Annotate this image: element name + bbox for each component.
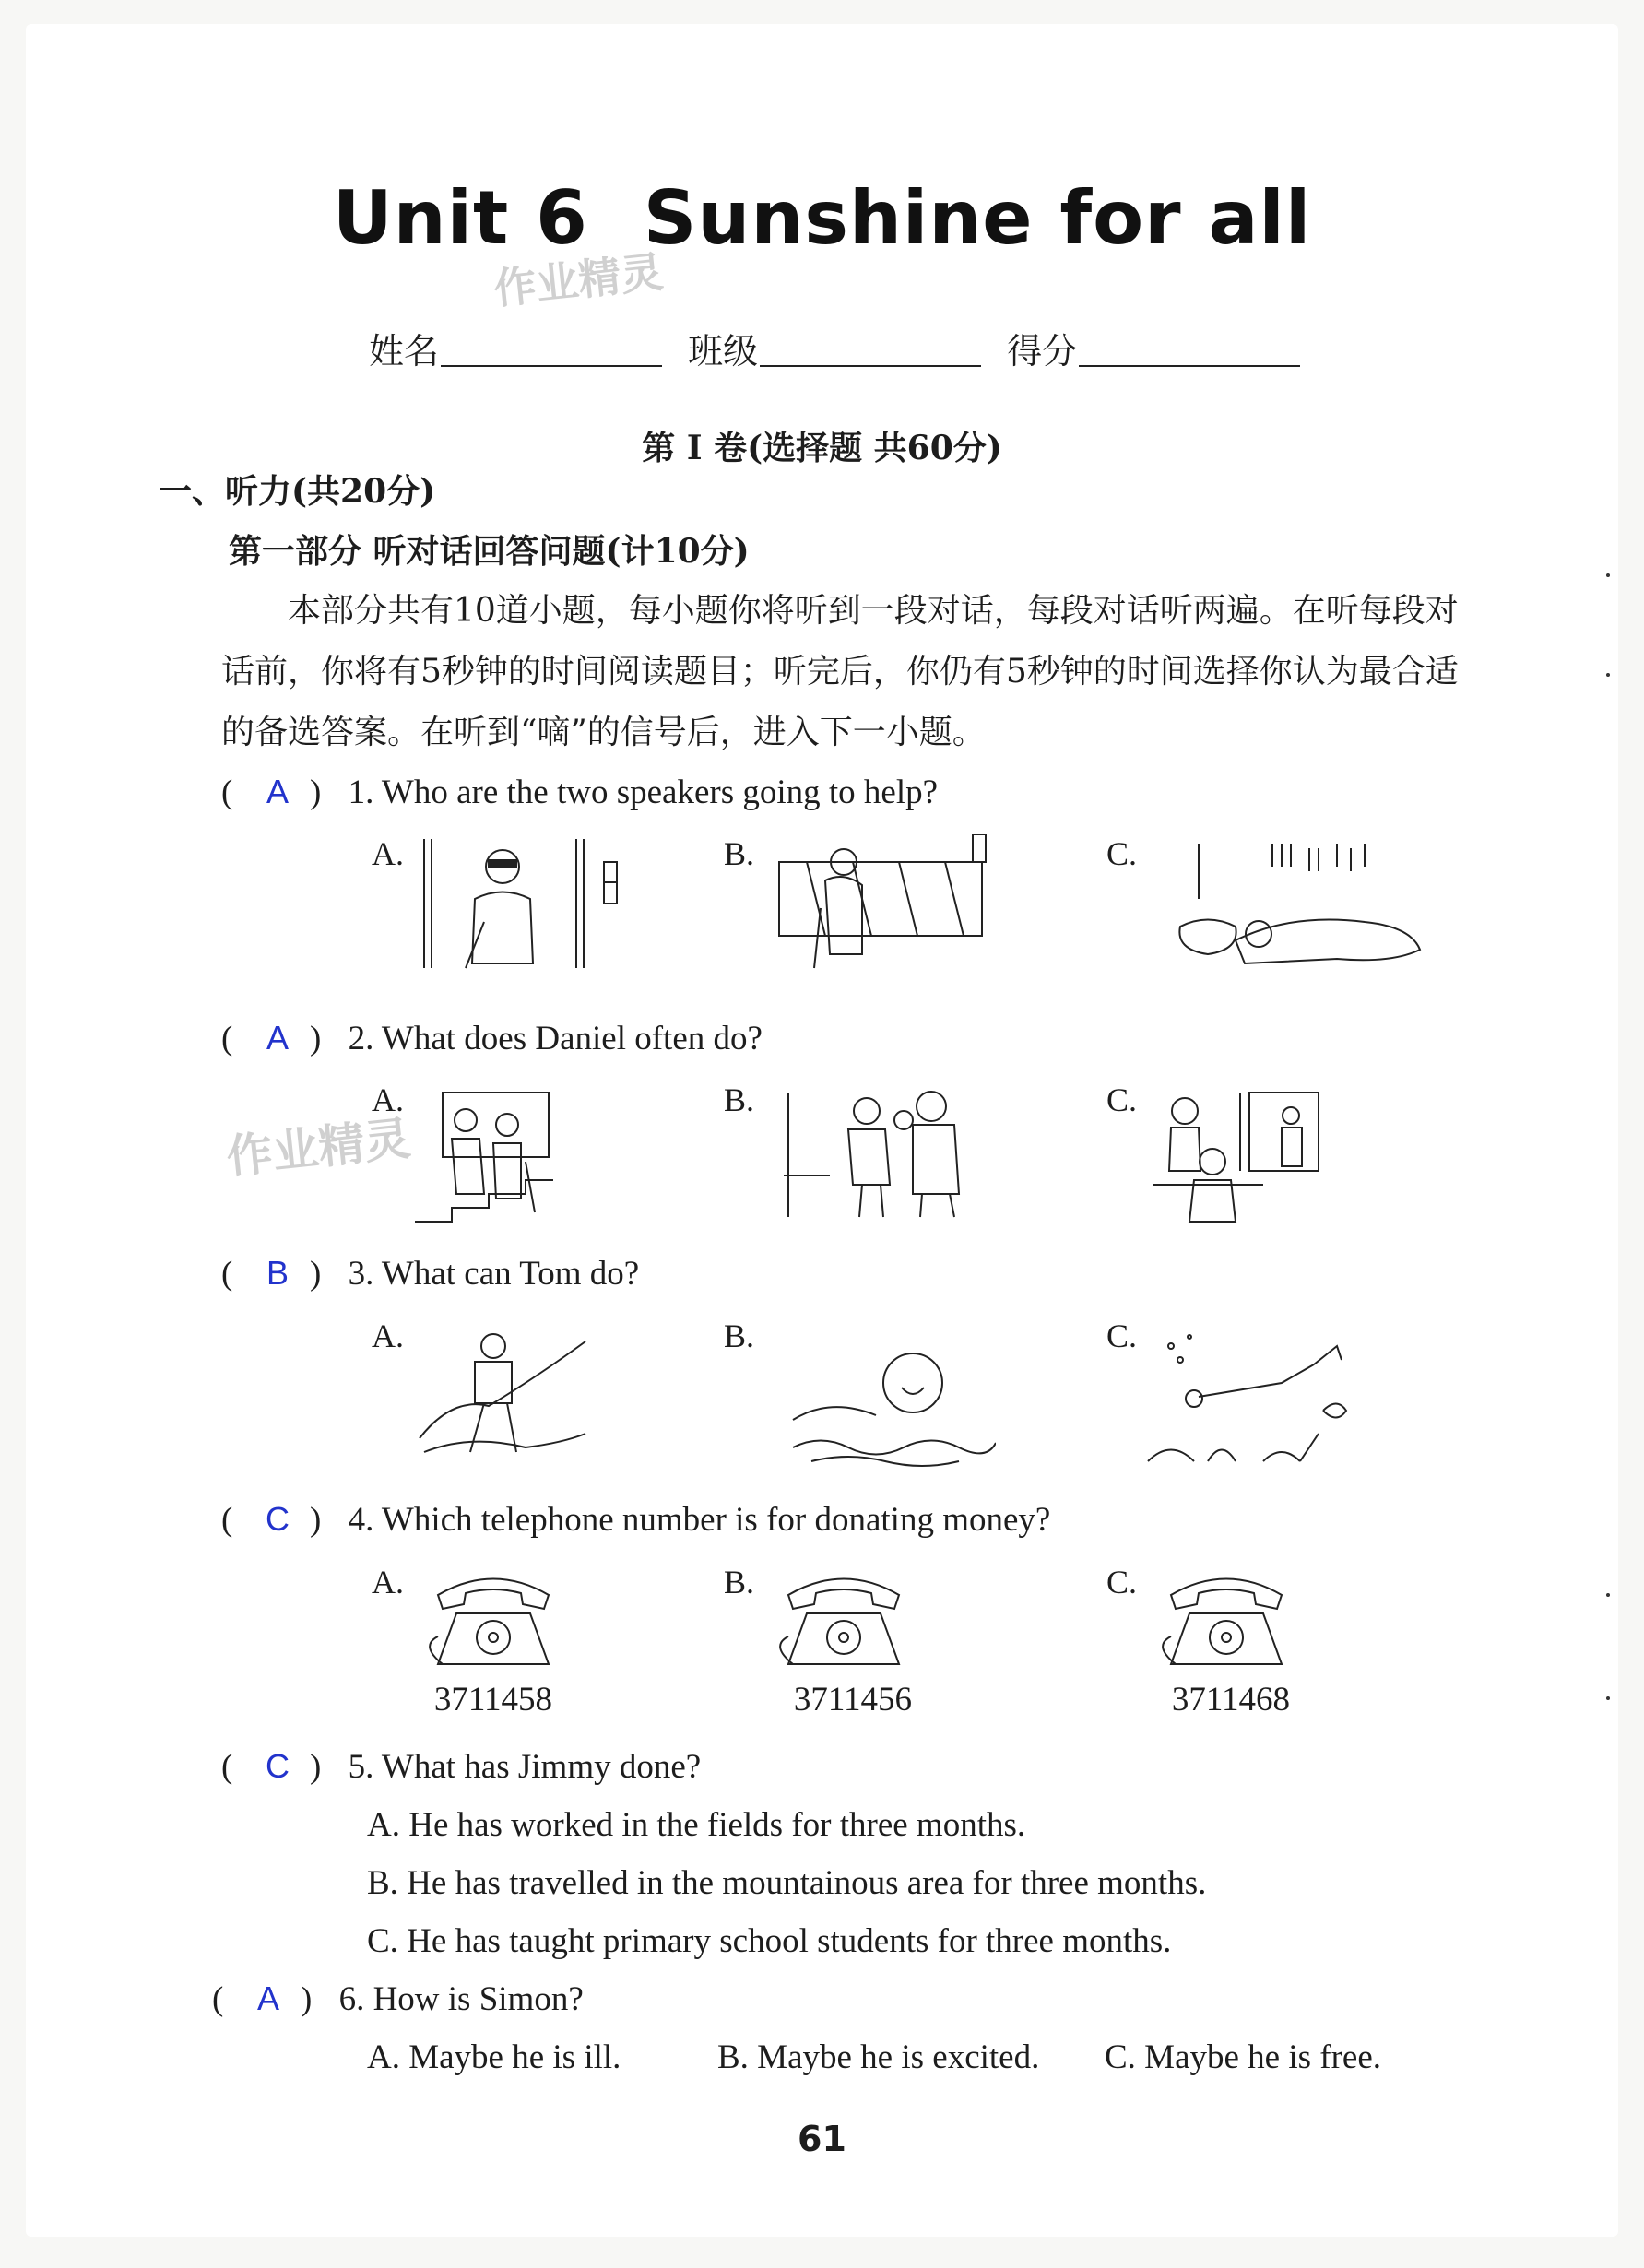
q6-option-c[interactable]: C. Maybe he is free. [1105,2038,1382,2076]
question-5-text: 5. What has Jimmy done? [348,1748,702,1786]
class-blank[interactable] [760,334,981,367]
q6-option-a[interactable]: A. Maybe he is ill. [367,2038,621,2076]
q3-picture-c-diving [1143,1332,1355,1471]
name-label: 姓名 [369,331,440,372]
q4-telephone-a-icon [420,1567,567,1678]
question-4-text: 4. Which telephone number is for donating money? [348,1501,1051,1539]
q5-option-a[interactable]: A. He has worked in the fields for three months. [367,1806,1026,1844]
q3-picture-b-swimming [784,1332,996,1471]
question-6-text: 6. How is Simon? [338,1980,584,2018]
score-label: 得分 [1007,331,1078,372]
part-one-heading: 第一部分 听对话回答问题(计10分) [229,532,750,571]
margin-dot [1606,1593,1610,1597]
q4-number-b: 3711456 [793,1681,913,1719]
question-1: ( A ) 1. Who are the two speakers going to help? [221,773,939,811]
q1-option-a[interactable]: A. [372,835,404,872]
q3-option-c[interactable]: C. [1106,1317,1138,1354]
q4-number-c: 3711468 [1171,1681,1291,1719]
q1-option-b[interactable]: B. [724,835,755,872]
q5-option-c[interactable]: C. He has taught primary school students for three months. [367,1922,1172,1960]
q4-number-a: 3711458 [433,1681,553,1719]
q6-option-b[interactable]: B. Maybe he is excited. [717,2038,1040,2076]
q4-option-b[interactable]: B. [724,1564,755,1601]
name-blank[interactable] [441,334,662,367]
question-4: ( C ) 4. Which telephone number is for donating money? [221,1500,1051,1539]
q2-option-c[interactable]: C. [1106,1081,1138,1118]
unit-title [0,175,1644,261]
paper-header: 第 I 卷(选择题 共60分) [642,429,1002,467]
watermark-middle: 作业精灵 [223,1111,413,1185]
unit-name: Sunshine for all [643,175,1312,261]
question-3: ( B ) 3. What can Tom do? [221,1254,640,1293]
answer-3[interactable]: B [266,1254,289,1292]
q3-option-b[interactable]: B. [724,1317,755,1354]
q4-option-a[interactable]: A. [372,1564,404,1601]
margin-dot [1606,1696,1610,1700]
q1-picture-b-old-man-crossing [770,834,1000,973]
unit-number: Unit 6 [332,175,588,261]
question-2-text: 2. What does Daniel often do? [348,1020,763,1057]
q1-option-c[interactable]: C. [1106,835,1138,872]
class-label: 班级 [688,331,759,372]
q2-picture-b-helping-on-bus [775,1083,996,1222]
q3-picture-a-climbing [415,1323,590,1461]
q4-option-c[interactable]: C. [1106,1564,1138,1601]
instructions: 本部分共有10道小题，每小题你将听到一段对话，每段对话听两遍。在听每段对话前，你将有5秒钟的时间阅读题目；听完后，你仍有5秒钟的时间选择你认为最合适的备选答案。在听到“嘀”的信号后，进入下一小题。 [221,592,1459,751]
q2-option-b[interactable]: B. [724,1081,755,1118]
q2-option-a[interactable]: A. [372,1081,404,1118]
q5-option-b[interactable]: B. He has travelled in the mountainous area for three months. [367,1864,1207,1902]
answer-2[interactable]: A [266,1019,289,1057]
answer-6[interactable]: A [256,1979,279,2017]
question-1-text: 1. Who are the two speakers going to help? [348,774,939,811]
answer-1[interactable]: A [266,773,289,810]
question-2: ( A ) 2. What does Daniel often do? [221,1019,763,1057]
q2-picture-c-old-peoples-home [1143,1083,1328,1231]
watermark-top: 作业精灵 [491,246,666,314]
question-5: ( C ) 5. What has Jimmy done? [221,1747,702,1786]
q3-option-a[interactable]: A. [372,1317,404,1354]
q4-telephone-c-icon [1153,1567,1300,1678]
q1-picture-a-blind-man [415,834,636,973]
q1-picture-c-person-lying [1153,834,1429,973]
q4-telephone-b-icon [770,1567,917,1678]
answer-4[interactable]: C [266,1500,290,1538]
section-listening: 一、听力(共20分) [159,472,436,511]
margin-dot [1606,573,1610,577]
page-number: 61 [798,2119,846,2159]
student-info-row [369,323,1315,373]
answer-5[interactable]: C [266,1747,290,1785]
question-3-text: 3. What can Tom do? [348,1255,640,1293]
margin-dot [1606,673,1610,677]
score-blank[interactable] [1079,334,1300,367]
question-6: ( A ) 6. How is Simon? [212,1979,584,2018]
q2-picture-a-helping-on-stairs [406,1083,562,1231]
